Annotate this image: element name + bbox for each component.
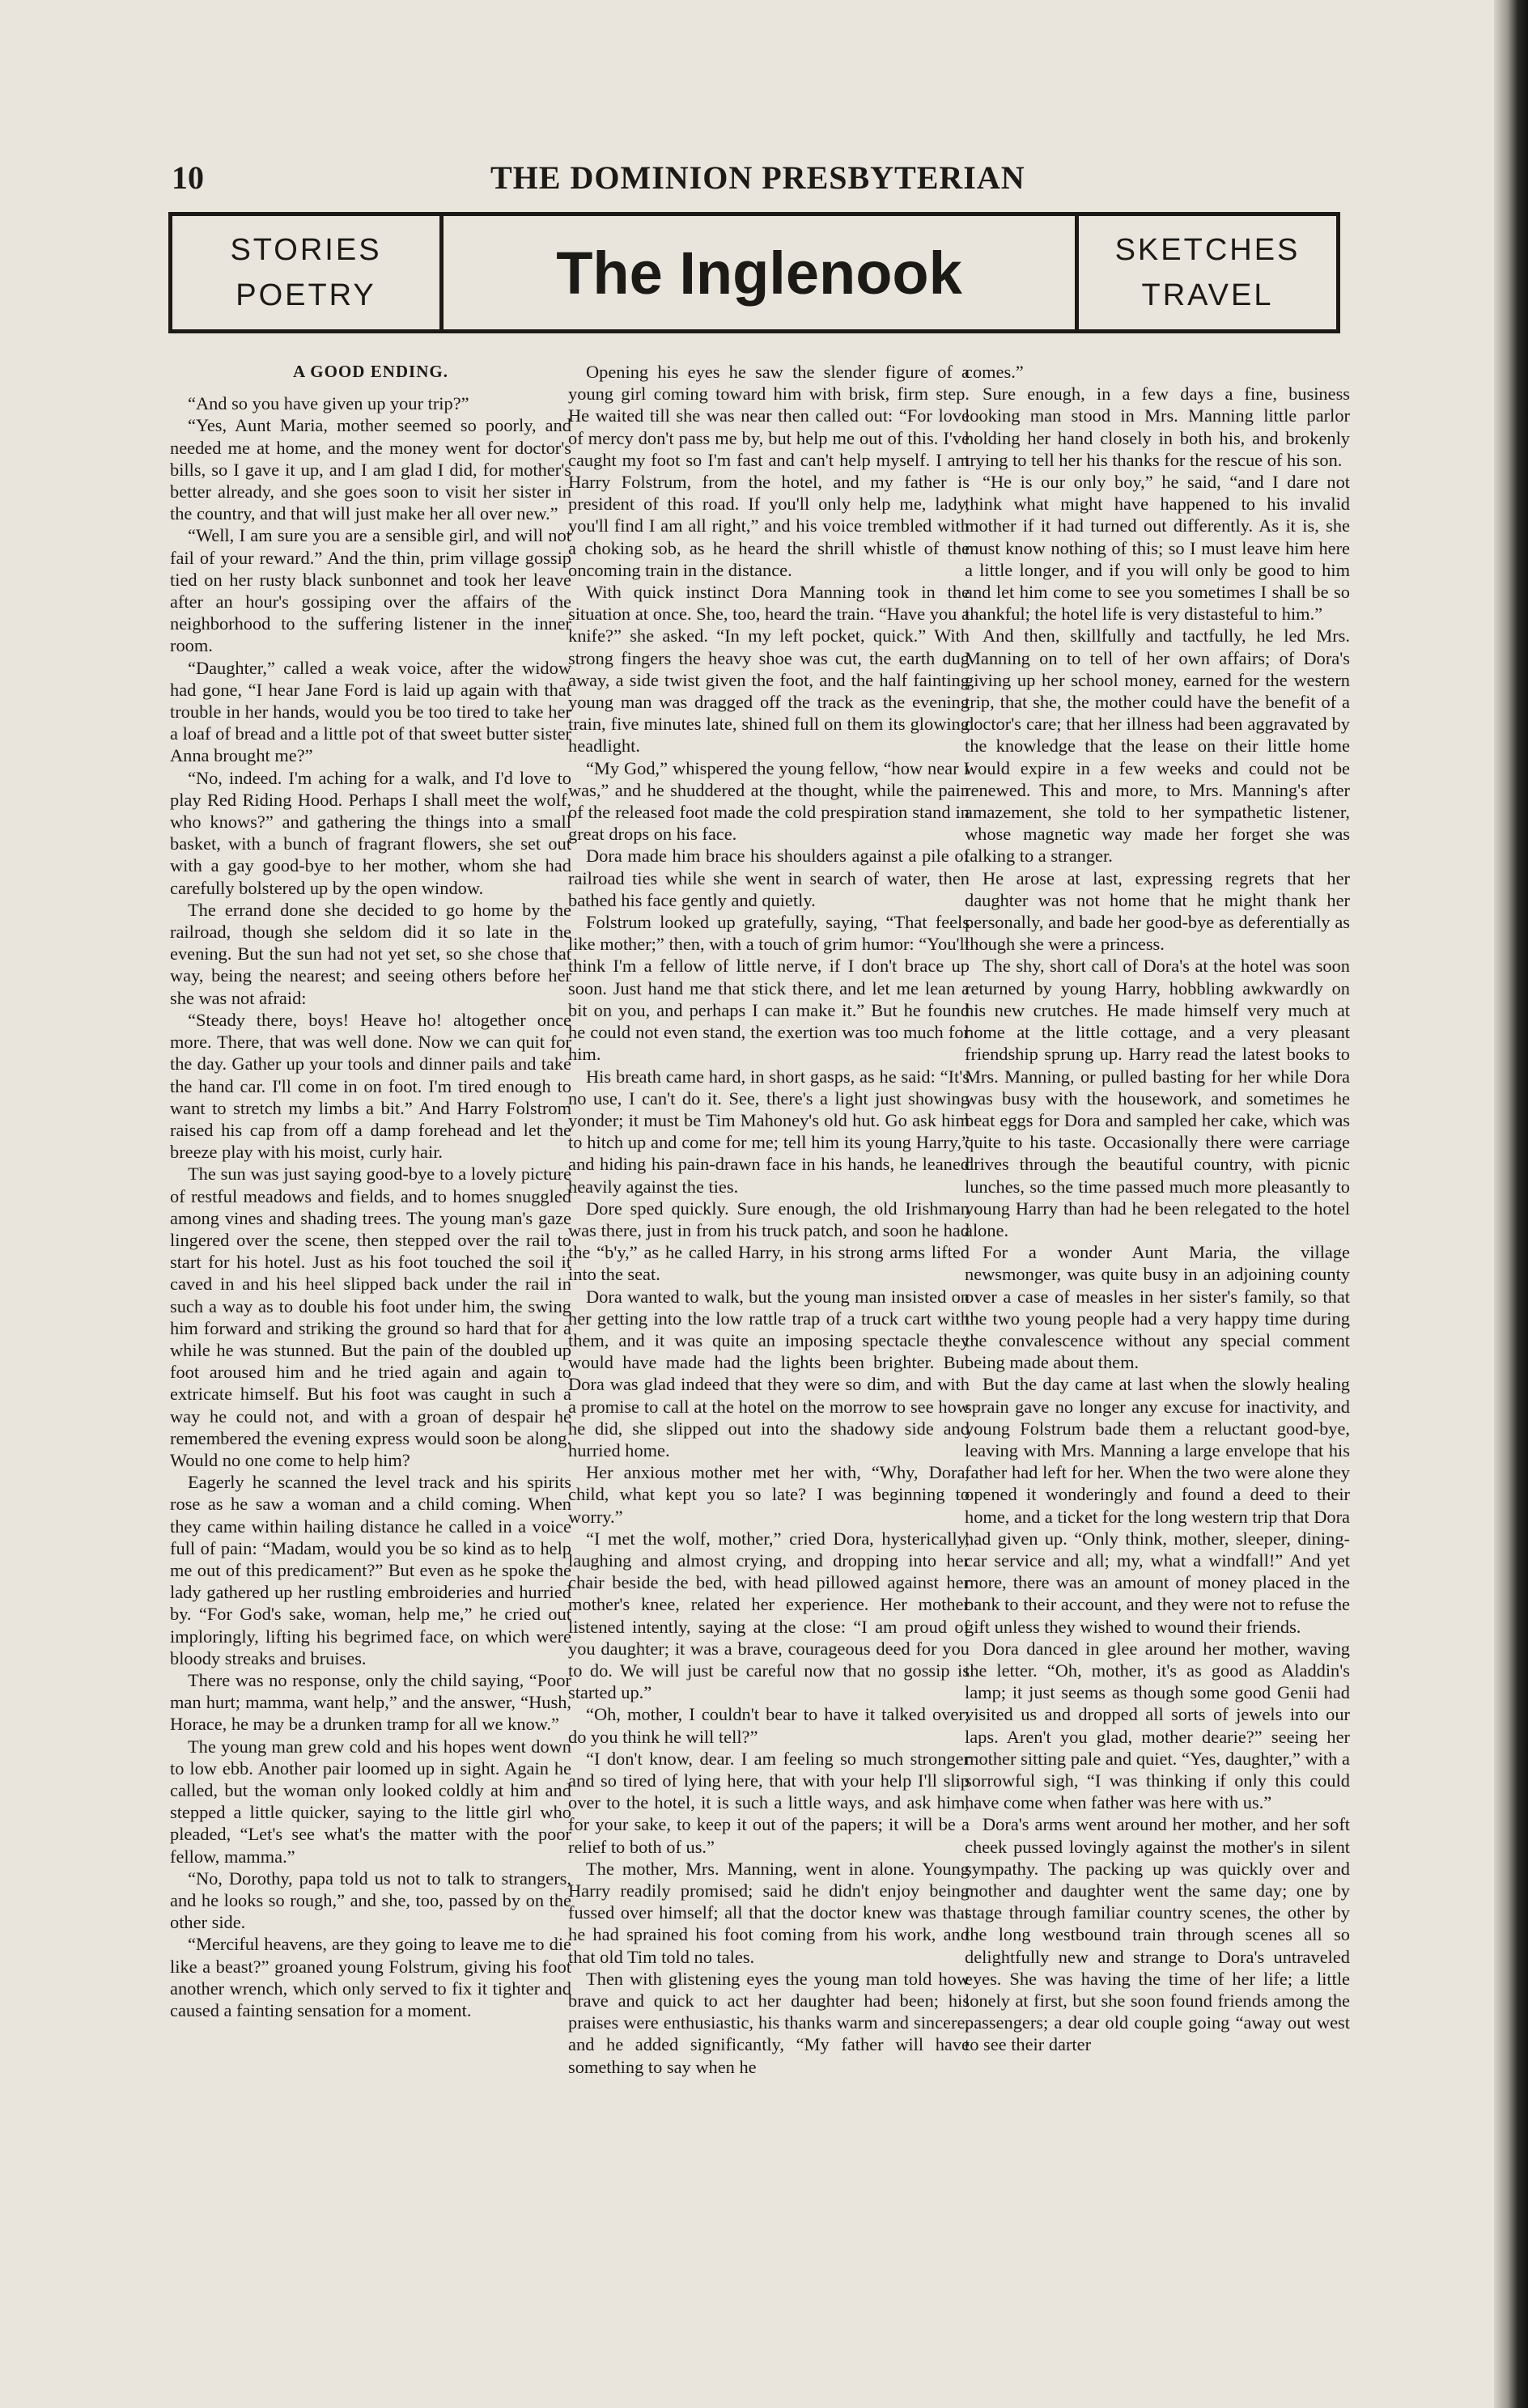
paragraph: The shy, short call of Dora's at the hotel was soon returned by young Harry, hobbling awkwardly on his new crutches. He made himself very much at home at the little cottage, and a very pleasant friendship sprung up. Harry read the latest books to Mrs. Manning, or pulled basting for her while Dora was busy with the housework, and sometimes he beat eggs for Dora and sampled her cake, which was quite to his taste. Occasionally there were carriage drives through the beautiful country, with picnic lunches, so the time passed much more pleasantly to young Harry than had he been relegated to the hotel alone. (965, 956, 1350, 1240)
banner-left-line: STORIES (230, 233, 382, 267)
paragraph: “No, Dorothy, papa told us not to talk to strangers, and he looks so rough,” and she, too, passed by on the other side. (170, 1867, 571, 1933)
paragraph: Folstrum looked up gratefully, saying, “That feels like mother;” then, with a touch of grim humor: “You'll think I'm a fellow of little nerve, if I don't brace up soon. Just hand me that stick there, and let me lean a bit on you, and perhaps I can make it.” But he found he could not even stand, the exertion was too much for him. (568, 912, 970, 1065)
paragraph: “And so you have given up your trip?” (188, 393, 469, 414)
section-banner (168, 212, 1340, 333)
paragraph: “Daughter,” called a weak voice, after the widow had gone, “I hear Jane Ford is laid up again with that trouble in her hands, would you be too tired to take her a loaf of bread and a little pot of that sweet butter sister Anna brought me?” (170, 657, 571, 766)
paragraph: comes.” (965, 362, 1024, 382)
paragraph: “Merciful heavens, are they going to leave me to die like a beast?” groaned young Folstrum, giving his foot another wrench, which only served to fix it tighter and caused a fainting sensation for a moment. (170, 1934, 571, 2021)
paragraph: And then, skillfully and tactfully, he led Mrs. Manning on to tell of her own affairs; of Dora's giving up her school money, earned for the western trip, that she, the mother could have the benefit of a doctor's care; that her illness had been aggravated by the knowledge that the lease on their little home would expire in a few weeks and could not be renewed. This and more, to Mrs. Manning's after amazement, she told to her sympathetic listener, whose magnetic way made her forget she was talking to a stranger. (965, 625, 1350, 867)
paragraph: “Steady there, boys! Heave ho! altogether once more. There, that was well done. Now we can quit for the day. Gather up your tools and dinner pails and take the hand car. I'll come in on foot. I'm tired enough to want to stretch my limbs a bit.” And Harry Folstrom raised his cap from off a damp forehead and let the breeze play with his moist, curly hair. (170, 1009, 571, 1163)
paragraph: Dora made him brace his shoulders against a pile of railroad ties while she went in search of water, then bathed his face gently and quietly. (568, 846, 970, 910)
paragraph: Then with glistening eyes the young man told how brave and quick to act her daughter had been; his praises were enthusiastic, his thanks warm and sincere, and he added significantly, “My father will have something to say when he (568, 1968, 970, 2077)
paragraph: Eagerly he scanned the level track and his spirits rose as he saw a woman and a child coming. When they came within hailing distance he called in a voice full of pain: “Madam, would you be so kind as to help me out of this predicament?” But even as he spoke the lady gathered up her rustling embroideries and hurried by. “For God's sake, woman, help me,” he cried out imploringly, lifting his begrimed face, on which were bloody streaks and bruises. (170, 1472, 571, 1668)
paragraph: “I met the wolf, mother,” cried Dora, hysterically, laughing and almost crying, and dropping into her chair beside the bed, with head pillowed against her mother's knee, related her experience. Her mother listened intently, saying at the close: “I am proud of you daughter; it was a brave, courageous deed for you to do. We will just be careful now that no gossip is started up.” (568, 1528, 970, 1703)
paragraph: “Well, I am sure you are a sensible girl, and will not fail of your reward.” And the thin, prim village gossip tied on her rusty black sunbonnet and took her leave after an hour's gossiping over the affairs of the neighborhood to the suffering listener in the inner room. (170, 525, 571, 656)
paragraph: He arose at last, expressing regrets that her daughter was not home that he might thank her personally, and bade her good-bye as deferentially as though she were a princess. (965, 867, 1350, 955)
banner-left-line: POETRY (236, 278, 376, 312)
banner-right (1075, 216, 1336, 329)
scan-edge (1494, 0, 1528, 2408)
masthead: THE DOMINION PRESBYTERIAN (490, 159, 1025, 196)
banner-right-line: TRAVEL (1141, 278, 1274, 312)
paragraph: For a wonder Aunt Maria, the village newsmonger, was quite busy in an adjoining county over a case of measles in her sister's family, so that the two young people had a very happy time during the convalescence without any special comment being made about them. (965, 1242, 1350, 1373)
banner-left (172, 216, 444, 329)
text-column-3 (965, 361, 1350, 2270)
text-column-1 (170, 361, 571, 2270)
paragraph: The errand done she decided to go home by the railroad, though she seldom did it so late in the evening. But the sun had not yet set, so she chose that way, being the nearest; and seeing others before her she was not afraid: (170, 899, 571, 1008)
paragraph: “No, indeed. I'm aching for a walk, and I'd love to play Red Riding Hood. Perhaps I shall meet the wolf, who knows?” and gathering the things into a small basket, with a bunch of fragrant flowers, she set out with a gay good-bye to her mother, whom she had carefully bolstered up by the open window. (170, 767, 571, 898)
page-number: 10 (172, 159, 204, 196)
paragraph: There was no response, only the child saying, “Poor man hurt; mamma, want help,” and the answer, “Hush, Horace, he may be a drunken tramp for all we know.” (170, 1669, 571, 1735)
paragraph: Dora danced in glee around her mother, waving the letter. “Oh, mother, it's as good as Aladdin's lamp; it just seems as though some good Genii had visited us and dropped all sorts of jewels into our laps. Aren't you glad, mother dearie?” seeing her mother sitting pale and quiet. “Yes, daughter,” with a sorrowful sigh, “I was thinking if only this could have come when father was here with us.” (965, 1638, 1350, 1813)
banner-title: The Inglenook (556, 239, 962, 307)
paragraph: “He is our only boy,” he said, “and I dare not think what might have happened to his invalid mother if it had turned out differently. As it is, she must know nothing of this; so I must leave him here a little longer, and if you will only be good to him and let him come to see you sometimes I shall be so thankful; the hotel life is very distasteful to him.” (965, 472, 1350, 625)
story-title: A GOOD ENDING. (293, 362, 448, 381)
paragraph: With quick instinct Dora Manning took in the situation at once. She, too, heard the train. “Have you a knife?” she asked. “In my left pocket, quick.” With strong fingers the heavy shoe was cut, the earth dug away, a side twist given the foot, and the half fainting young man was dragged off the track as the evening train, five minutes late, shined full on them its glowing headlight. (568, 582, 970, 757)
paragraph: The young man grew cold and his hopes went down to low ebb. Another pair loomed up in sight. Again he called, but the woman only looked coldly at him and stepped a little quicker, saying to the little girl who pleaded, “Let's see what's the matter with the poor fellow, mamma.” (170, 1736, 571, 1867)
text-column-2 (568, 361, 970, 2270)
paragraph: “My God,” whispered the young fellow, “how near I was,” and he shuddered at the thought, while the pain of the released foot made the cold prespiration stand in great drops on his face. (568, 757, 970, 845)
paragraph: Sure enough, in a few days a fine, business looking man stood in Mrs. Manning little parlor holding her hand closely in both his, and brokenly trying to tell her his thanks for the rescue of his son. (965, 384, 1350, 470)
paragraph: But the day came at last when the slowly healing sprain gave no longer any excuse for inactivity, and young Folstrum bade them a reluctant good-bye, leaving with Mrs. Manning a large envelope that his father had left for her. When the two were alone they opened it wonderingly and found a deed to their home, and a ticket for the long western trip that Dora had given up. “Only think, mother, sleeper, dining-car service and all; my, what a windfall!” And yet more, there was an amount of money placed in the bank to their account, and they were not to refuse the gift unless they wished to wound their friends. (965, 1374, 1350, 1637)
paragraph: His breath came hard, in short gasps, as he said: “It's no use, I can't do it. See, there's a light just showing yonder; it must be Tim Mahoney's old hut. Go ask him to hitch up and come for me; tell him its young Harry,” and hiding his pain-drawn face in his hands, he leaned heavily against the ties. (568, 1066, 970, 1197)
paragraph: The sun was just saying good-bye to a lovely picture of restful meadows and fields, and to homes snuggled among vines and shading trees. The young man's gaze lingered over the scene, then stepped over the rail to start for his hotel. Just as his foot touched the soil it caved in and his heel slipped back under the rail in such a way as to double his foot under him, the swing him forward and striking the ground so hard that for a while he was stunned. But the pain of the doubled up foot aroused him and he tried again and again to extricate himself. But his foot was caught in such a way he could not, and with a groan of despair he remembered the evening express would soon be along. Would no one come to help him? (170, 1164, 571, 1470)
paragraph: Opening his eyes he saw the slender figure of a young girl coming toward him with brisk, firm step. He waited till she was near then called out: “For love of mercy don't pass me by, but help me out of this. I've caught my foot so I'm fast and can't help myself. I am Harry Folstrum, from the hotel, and my father is president of this road. If you'll only help me, lady, you'll find I am all right,” and his voice trembled with a choking sob, as he heard the shrill whistle of the oncoming train in the distance. (568, 362, 970, 580)
paragraph: Dore sped quickly. Sure enough, the old Irishman was there, just in from his truck patch, and soon he had the “b'y,” as he called Harry, in his strong arms lifted into the seat. (568, 1198, 970, 1285)
banner-right-line: SKETCHES (1114, 233, 1301, 267)
paragraph: “I don't know, dear. I am feeling so much stronger and so tired of lying here, that with your help I'll slip over to the hotel, it is such a little ways, and ask him, for your sake, to keep it out of the papers; it will be a relief to both of us.” (568, 1748, 970, 1857)
paragraph: Dora's arms went around her mother, and her soft cheek pussed lovingly against the mother's in silent sympathy. The packing up was quickly over and mother and daughter went the same day; one by stage through familiar country scenes, the other by the long westbound train through scenes all so delightfully new and strange to Dora's untraveled eyes. She was having the time of her life; a little lonely at first, but she soon found friends among the passengers; a dear old couple going “away out west to see their darter (965, 1814, 1350, 2055)
paragraph: “Oh, mother, I couldn't bear to have it talked over; do you think he will tell?” (568, 1704, 970, 1747)
paragraph: The mother, Mrs. Manning, went in alone. Young Harry readily promised; said he didn't enjoy being fussed over himself; all that the doctor knew was that he had sprained his foot coming from his work, and that old Tim told no tales. (568, 1858, 970, 1967)
paragraph: “Yes, Aunt Maria, mother seemed so poorly, and needed me at home, and the money went for doctor's bills, so I gave it up, and I am glad I did, for mother's better already, and she goes soon to visit her sister in the country, and that will just make her all over new.” (170, 415, 571, 524)
paragraph: Dora wanted to walk, but the young man insisted on her getting into the low rattle trap of a truck cart with them, and it was quite an imposing spectacle they would have made had the lights been brighter. But Dora was glad indeed that they were so dim, and with a promise to call at the hotel on the morrow to see how he did, she slipped out into the shadowy side and hurried home. (568, 1286, 970, 1460)
paragraph: Her anxious mother met her with, “Why, Dora, child, what kept you so late? I was beginning to worry.” (568, 1462, 970, 1527)
